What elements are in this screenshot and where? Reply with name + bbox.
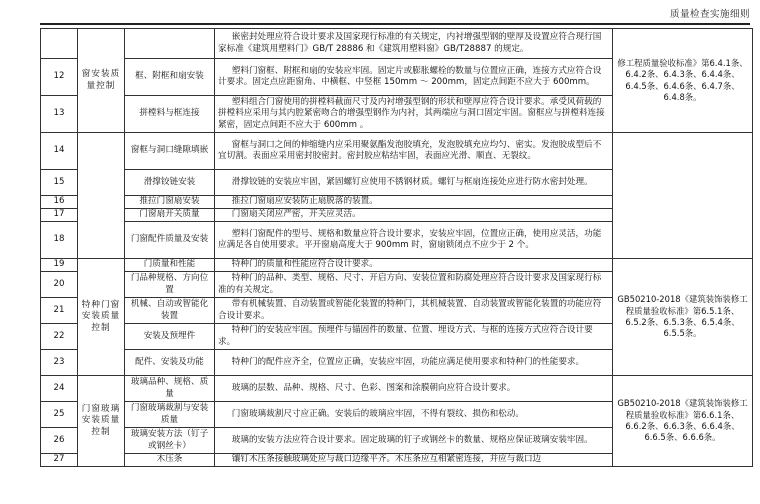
requirement-text: 特种门的安装应牢固。预埋件与锚固件的数量、位置、埋设方式、与框的连接方式应符合设计要求。 [215,324,613,350]
table-row [41,133,753,170]
row-number: 23 [41,350,78,376]
row-number: 16 [41,196,78,209]
requirement-text: 玻璃的层数、品种、规格、尺寸、色彩、图案和涂膜朝向应符合设计要求。 [215,376,613,402]
check-item: 门质量和性能 [125,259,215,272]
requirement-text: 嵌密封处理应符合设计要求及国家现行标准的有关规定，内衬增强型钢的壁厚及设置应符合现行国家标准《建筑用塑料门》GB/T 28886 和《建筑用塑料窗》GB/T28887 的规定。 [215,29,613,59]
row-number: 27 [41,454,78,467]
standard-reference-blank [613,133,753,259]
check-item [125,29,215,59]
row-number: 21 [41,298,78,324]
requirement-text: 窗框与洞口之间的伸缩缝内应采用聚氨酯发泡胶填充，发泡胶填充应均匀、密实。发泡胶成型后不宜切割。表面应采用密封胶密封。密封胶应粘结牢固，表面应光滑、顺直、无裂纹。 [215,133,613,170]
row-number: 22 [41,324,78,350]
check-item: 门品种规格、方向位置 [125,272,215,298]
requirement-text: 特种门的配件应齐全，位置应正确，安装应牢固，功能应满足使用要求和特种门的性能要求。 [215,350,613,376]
group-window-install-cont [78,133,125,259]
standard-reference: GB50210-2018《建筑装饰装修工程质量验收标准》第6.6.1条、6.6.2条、6.6.3条、6.6.4条、6.6.5条、6.6.6条。 [613,376,753,467]
requirement-text: 特种门的品种、类型、规格、尺寸、开启方向、安装位置和防腐处理应符合设计要求及国家现行标准的有关规定。 [215,272,613,298]
row-number: 24 [41,376,78,402]
requirement-text: 滑撑铰链的安装应牢固，紧固螺钉应使用不锈钢材质。螺钉与框扇连接处应进行防水密封处理。 [215,170,613,196]
check-item: 门窗扇开关质量 [125,209,215,222]
requirement-text: 玻璃的安装方法应符合设计要求。固定玻璃的钉子或钢丝卡的数量、规格应保证玻璃安装牢固。 [215,428,613,454]
check-item: 安装及预埋件 [125,324,215,350]
requirement-text: 塑料门窗配件的型号、规格和数量应符合设计要求，安装应牢固，位置应正确，使用应灵活，功能应满足各自使用要求。平开窗扇高度大于 900mm 时，窗扇锁闭点不应少于 2 个。 [215,222,613,259]
check-item: 玻璃安装方法（钉子或钢丝卡） [125,428,215,454]
standard-reference: GB50210-2018《建筑装饰装修工程质量验收标准》第6.5.1条、6.5.2条、6.5.3条、6.5.4条、6.5.5条。 [613,259,753,376]
page-header [0,0,760,26]
row-number: 26 [41,428,78,454]
table-row [41,259,753,272]
requirement-text: 特种门的质量和性能应符合设计要求。 [215,259,613,272]
check-item: 门窗玻璃裁割与安装质量 [125,402,215,428]
check-item: 配件、安装及功能 [125,350,215,376]
standard-reference: 修工程质量验收标准》第6.4.1条、6.4.2条、6.4.3条、6.4.4条、6.4.5条、6.4.6条、6.4.7条、6.4.8条。 [613,29,753,133]
check-item: 滑撑铰链安装 [125,170,215,196]
row-number: 18 [41,222,78,259]
requirement-text: 门窗玻璃裁割尺寸应正确。安装后的玻璃应牢固，不得有裂纹、损伤和松动。 [215,402,613,428]
row-number: 15 [41,170,78,196]
group-window-install: 窗安装质量控制 [78,29,125,133]
requirement-text: 塑料门窗框、附框和扇的安装应牢固。固定片或膨胀螺栓的数量与位置应正确，连接方式应符合设计要求。固定点应距窗角、中横框、中竖框 150mm ～ 200mm，固定点间距不应大于 600mm。 [215,59,613,96]
header-rule [40,23,750,25]
row-number [41,29,78,59]
row-number: 13 [41,96,78,133]
requirement-text: 塑料组合门窗使用的拼樘料截面尺寸及内衬增强型钢的形状和壁厚应符合设计要求。承受风荷载的拼樘料应采用与其内腔紧密吻合的增强型钢作为内衬，其两端应与洞口固定牢固。窗框应与拼樘料连接紧密，固定点间距不应大于 600mm 。 [215,96,613,133]
requirement-text: 门窗扇关闭应严密，开关应灵活。 [215,209,613,222]
check-item: 窗框与洞口缝隙填嵌 [125,133,215,170]
row-number: 14 [41,133,78,170]
row-number: 12 [41,59,78,96]
requirement-text: 推拉门窗扇应安装防止扇脱落的装置。 [215,196,613,209]
table-row [41,29,753,59]
row-number: 20 [41,272,78,298]
check-item: 门窗配件质量及安装 [125,222,215,259]
group-special-door: 特种门窗安装质量控制 [78,259,125,376]
row-number: 17 [41,209,78,222]
quality-control-table [40,28,753,467]
group-glass-install: 门窗玻璃安装质量控制 [78,376,125,467]
requirement-text: 镶钉木压条接触玻璃处应与裁口边缘平齐。木压条应互相紧密连接，并应与裁口边 [215,454,613,467]
check-item: 木压条 [125,454,215,467]
check-item: 机械、自动或智能化装置 [125,298,215,324]
check-item: 玻璃品种、规格、质量 [125,376,215,402]
check-item: 推拉门窗扇安装 [125,196,215,209]
requirement-text: 带有机械装置、自动装置或智能化装置的特种门，其机械装置、自动装置或智能化装置的功能应符合设计要求。 [215,298,613,324]
header-title: 质量检查实施细则 [669,9,750,20]
row-number: 25 [41,402,78,428]
check-item: 拼樘料与框连接 [125,96,215,133]
table-row [41,376,753,402]
row-number: 19 [41,259,78,272]
check-item: 框、附框和扇安装 [125,59,215,96]
